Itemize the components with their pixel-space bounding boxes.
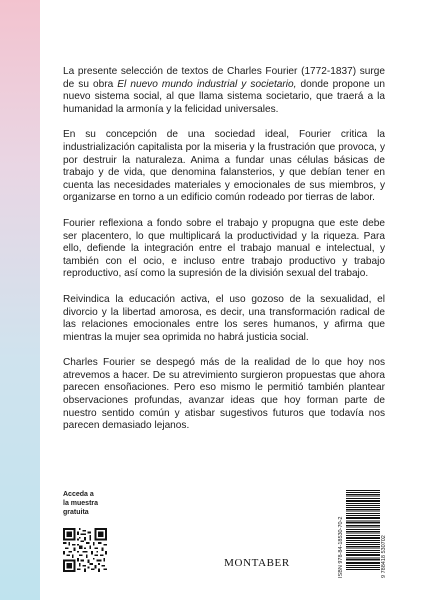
barcode-digits: 9 788418 530702 bbox=[381, 535, 387, 578]
qr-caption-line: la muestra bbox=[63, 500, 99, 507]
paragraph-3: Fourier reflexiona a fondo sobre el trabajo y propugna que este debe ser placentero, lo que multiplicará la productividad y la riqueza. Para ello, defiende la integración entre el trabajo manual e intelectual, y también con el ocio, e incluso entre trabajo productivo y trabajo reproductivo, así como la supresión de la división sexual del trabajo. bbox=[63, 217, 385, 280]
isbn-number: ISBN 978-84-18530-70-2 bbox=[338, 516, 344, 578]
paragraph-1-rest: donde propone un nuevo sistema social, al que llama sistema societario, que traerá a la humanidad la armonía y la felicidad universales. bbox=[63, 78, 385, 115]
qr-caption-line: Acceda a bbox=[63, 491, 94, 498]
paragraph-4: Reivindica la educación activa, el uso gozoso de la sexualidad, el divorcio y la libertad amorosa, es decir, una transformación radical de las relaciones emocionales entre los seres humanos, y afirma que mientras la mujer sea oprimida no habrá justicia social. bbox=[63, 293, 385, 343]
qr-code-icon[interactable] bbox=[63, 528, 107, 572]
qr-caption bbox=[63, 490, 123, 517]
synopsis-text bbox=[63, 66, 385, 446]
work-title: El nuevo mundo industrial y societario, bbox=[117, 78, 297, 90]
paragraph-1-intro: La presente selección de textos de Charles Fourier (1772-1837) surge de su obra bbox=[63, 66, 385, 90]
side-gradient-stripe bbox=[0, 0, 40, 600]
paragraph-1 bbox=[63, 66, 385, 116]
publisher-logo: MONTABER bbox=[224, 557, 290, 569]
barcode-icon bbox=[346, 490, 380, 570]
paragraph-2: En su concepción de una sociedad ideal, Fourier critica la industrialización capitalista por la miseria y la frustración que provoca, y por destruir la naturaleza. Anima a fundar unas células básicas de trabajo y de vida, que denomina falansterios, y que debían tener en cuenta las necesidades materiales y emocionales de sus miembros, y organizarse en torno a un edificio común rodeado por tierras de labor. bbox=[63, 129, 385, 204]
isbn-barcode bbox=[337, 490, 389, 578]
paragraph-5: Charles Fourier se despegó más de la realidad de lo que hoy nos atrevemos a hacer. De su atrevimiento surgieron propuestas que ahora parecen ensoñaciones. Pero eso mismo le permitió también plantear observaciones profundas, avanzar ideas que hoy forman parte de nuestro sentido común y atisbar sugestivos futuros que todavía nos parecen demasiado lejanos. bbox=[63, 357, 385, 432]
qr-caption-line: gratuita bbox=[63, 509, 89, 516]
